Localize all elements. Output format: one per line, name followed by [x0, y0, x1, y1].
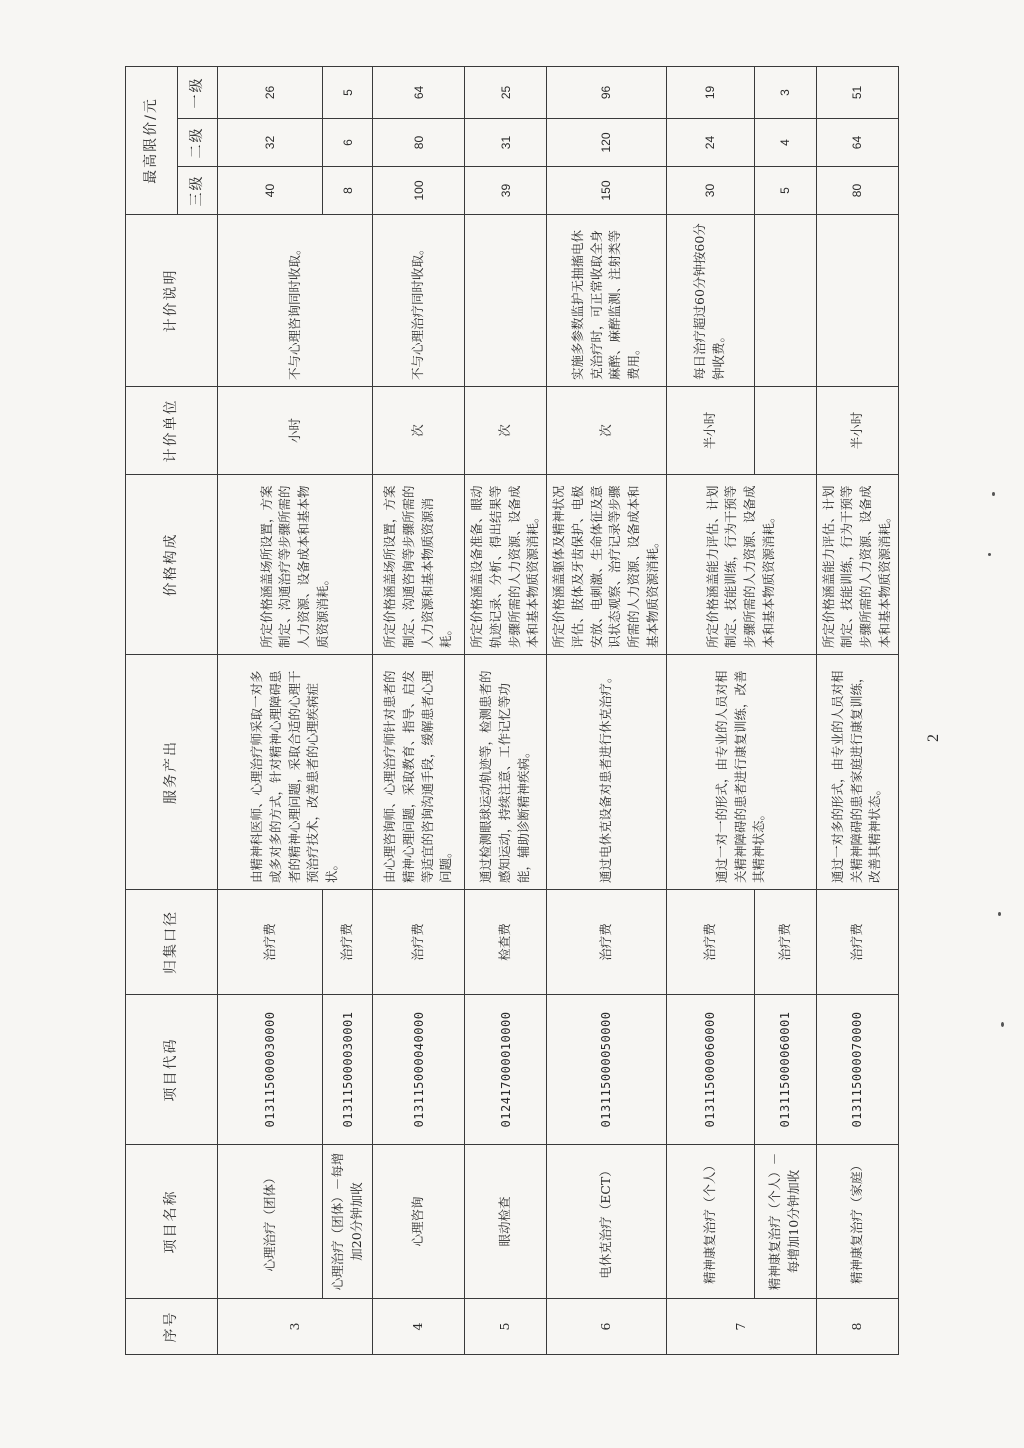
header-code: 项目代码 [126, 995, 218, 1145]
cell-category: 治疗费 [666, 890, 754, 995]
header-output: 服务产出 [126, 655, 218, 890]
cell-price-level2: 80 [373, 119, 465, 167]
cell-price-level1: 19 [666, 66, 754, 118]
cell-composition: 所定价格涵盖能力评估、计划制定、技能训练，行为干预等步骤所需的人力资源、设备成本和基本物质资源消耗。 [666, 475, 816, 655]
cell-category: 治疗费 [218, 890, 323, 995]
cell-name: 心理咨询 [373, 1145, 465, 1299]
cell-name: 眼动检查 [465, 1145, 547, 1299]
scan-speck [992, 492, 995, 496]
cell-name: 精神康复治疗（家庭） [816, 1145, 898, 1299]
table-row [218, 66, 323, 1354]
header-seq: 序号 [126, 1299, 218, 1355]
table-row [373, 66, 465, 1354]
cell-price-level2: 120 [547, 119, 667, 167]
header-composition: 价格构成 [126, 475, 218, 655]
cell-composition: 所定价格涵盖躯体及精神状况评估、肢体及牙齿保护、电极安放、电刺激、生命体征及意识状态观察、治疗记录等步骤所需的人力资源、设备成本和基本物质资源消耗。 [547, 475, 667, 655]
header-note: 计价说明 [126, 215, 218, 387]
cell-code: 013115000040000 [373, 995, 465, 1145]
cell-price-level2: 24 [666, 119, 754, 167]
cell-seq: 3 [218, 1299, 373, 1355]
cell-price-level3: 100 [373, 167, 465, 215]
cell-unit: 半小时 [666, 387, 754, 475]
page-number: 2 [925, 734, 942, 742]
cell-price-level2: 6 [323, 119, 373, 167]
cell-name: 电休克治疗（ECT） [547, 1145, 667, 1299]
header-level3: 三级 [178, 167, 218, 215]
cell-output: 通过检测眼球运动轨迹等，检测患者的感知运动，持续注意、工作记忆等功能，辅助诊断精神疾病。 [465, 655, 547, 890]
cell-price-level1: 26 [218, 66, 323, 118]
cell-code: 013115000050000 [547, 995, 667, 1145]
cell-unit [754, 387, 816, 475]
scan-speck [998, 912, 1001, 916]
cell-price-level3: 40 [218, 167, 323, 215]
cell-output: 通过一对多的形式，由专业的人员对相关精神障碍的患者家庭进行康复训练，改善其精神状态。 [816, 655, 898, 890]
cell-note: 实施多参数监护无抽搐电休克治疗时，可正常收取全身麻醉、麻醉监测、注射类等费用。 [547, 215, 667, 387]
cell-price-level3: 80 [816, 167, 898, 215]
cell-unit: 半小时 [816, 387, 898, 475]
table-row [547, 66, 667, 1354]
cell-code: 013115000070000 [816, 995, 898, 1145]
cell-price-level1: 5 [323, 66, 373, 118]
cell-unit: 次 [465, 387, 547, 475]
header-price: 最高限价/元 [126, 66, 178, 214]
scan-speck [988, 553, 991, 556]
cell-output: 通过电休克设备对患者进行休克治疗。 [547, 655, 667, 890]
cell-category: 检查费 [465, 890, 547, 995]
table-row [465, 66, 547, 1354]
cell-category: 治疗费 [816, 890, 898, 995]
cell-seq: 4 [373, 1299, 465, 1355]
cell-price-level1: 25 [465, 66, 547, 118]
cell-unit: 小时 [218, 387, 373, 475]
cell-seq: 8 [816, 1299, 898, 1355]
cell-price-level1: 51 [816, 66, 898, 118]
cell-price-level3: 30 [666, 167, 754, 215]
pricing-table [125, 66, 899, 1355]
header-name: 项目名称 [126, 1145, 218, 1299]
cell-price-level3: 8 [323, 167, 373, 215]
cell-price-level1: 3 [754, 66, 816, 118]
cell-note [816, 215, 898, 387]
cell-seq: 5 [465, 1299, 547, 1355]
cell-seq: 6 [547, 1299, 667, 1355]
header-row [126, 66, 178, 1354]
cell-price-level2: 64 [816, 119, 898, 167]
cell-composition: 所定价格涵盖场所设置，方案制定、沟通治疗等步骤所需的人力资源、设备成本和基本物质资源消耗。 [218, 475, 373, 655]
rotated-price-table-wrapper [125, 76, 892, 1355]
cell-category: 治疗费 [373, 890, 465, 995]
table-row [666, 66, 754, 1354]
cell-output: 由精神科医师、心理治疗师采取一对多或多对多的方式，针对精神心理障碍患者的精神心理问题，采取合适的心理干预治疗技术，改善患者的心理疾病症状。 [218, 655, 373, 890]
header-unit: 计价单位 [126, 387, 218, 475]
cell-price-level2: 32 [218, 119, 323, 167]
cell-output: 由心理咨询师、心理治疗师针对患者的精神心理问题，采取教育、指导、启发等适宜的咨询沟通手段，缓解患者心理问题。 [373, 655, 465, 890]
cell-price-level1: 96 [547, 66, 667, 118]
cell-composition: 所定价格涵盖场所设置，方案制定、沟通咨询等步骤所需的人力资源和基本物质资源消耗。 [373, 475, 465, 655]
cell-price-level2: 31 [465, 119, 547, 167]
cell-output: 通过一对一的形式，由专业的人员对相关精神障碍的患者进行康复训练，改善其精神状态。 [666, 655, 816, 890]
cell-code: 012417000010000 [465, 995, 547, 1145]
header-category: 归集口径 [126, 890, 218, 995]
cell-price-level2: 4 [754, 119, 816, 167]
cell-price-level3: 39 [465, 167, 547, 215]
cell-note [754, 215, 816, 387]
cell-name: 心理治疗（团体）－每增加20分钟加收 [323, 1145, 373, 1299]
cell-composition: 所定价格涵盖能力评估、计划制定、技能训练，行为干预等步骤所需的人力资源、设备成本和基本物质资源消耗。 [816, 475, 898, 655]
table-row [816, 66, 898, 1354]
cell-category: 治疗费 [547, 890, 667, 995]
header-level1: 一级 [178, 66, 218, 118]
cell-price-level3: 150 [547, 167, 667, 215]
cell-note: 不与心理咨询同时收取。 [218, 215, 373, 387]
cell-unit: 次 [547, 387, 667, 475]
cell-name: 精神康复治疗（个人）－每增加10分钟加收 [754, 1145, 816, 1299]
cell-name: 精神康复治疗（个人） [666, 1145, 754, 1299]
cell-name: 心理治疗（团体） [218, 1145, 323, 1299]
cell-price-level3: 5 [754, 167, 816, 215]
cell-price-level1: 64 [373, 66, 465, 118]
cell-code: 013115000060000 [666, 995, 754, 1145]
cell-note: 每日治疗超过60分钟按60分钟收费。 [666, 215, 754, 387]
cell-composition: 所定价格涵盖设备准备、眼动轨迹记录、分析、得出结果等步骤所需的人力资源、设备成本和基本物质资源消耗。 [465, 475, 547, 655]
scan-speck [1001, 1022, 1004, 1027]
cell-code: 013115000030001 [323, 995, 373, 1145]
cell-code: 013115000060001 [754, 995, 816, 1145]
cell-note [465, 215, 547, 387]
header-level2: 二级 [178, 119, 218, 167]
cell-category: 治疗费 [323, 890, 373, 995]
cell-note: 不与心理治疗同时收取。 [373, 215, 465, 387]
cell-code: 013115000030000 [218, 995, 323, 1145]
cell-unit: 次 [373, 387, 465, 475]
cell-seq: 7 [666, 1299, 816, 1355]
cell-category: 治疗费 [754, 890, 816, 995]
